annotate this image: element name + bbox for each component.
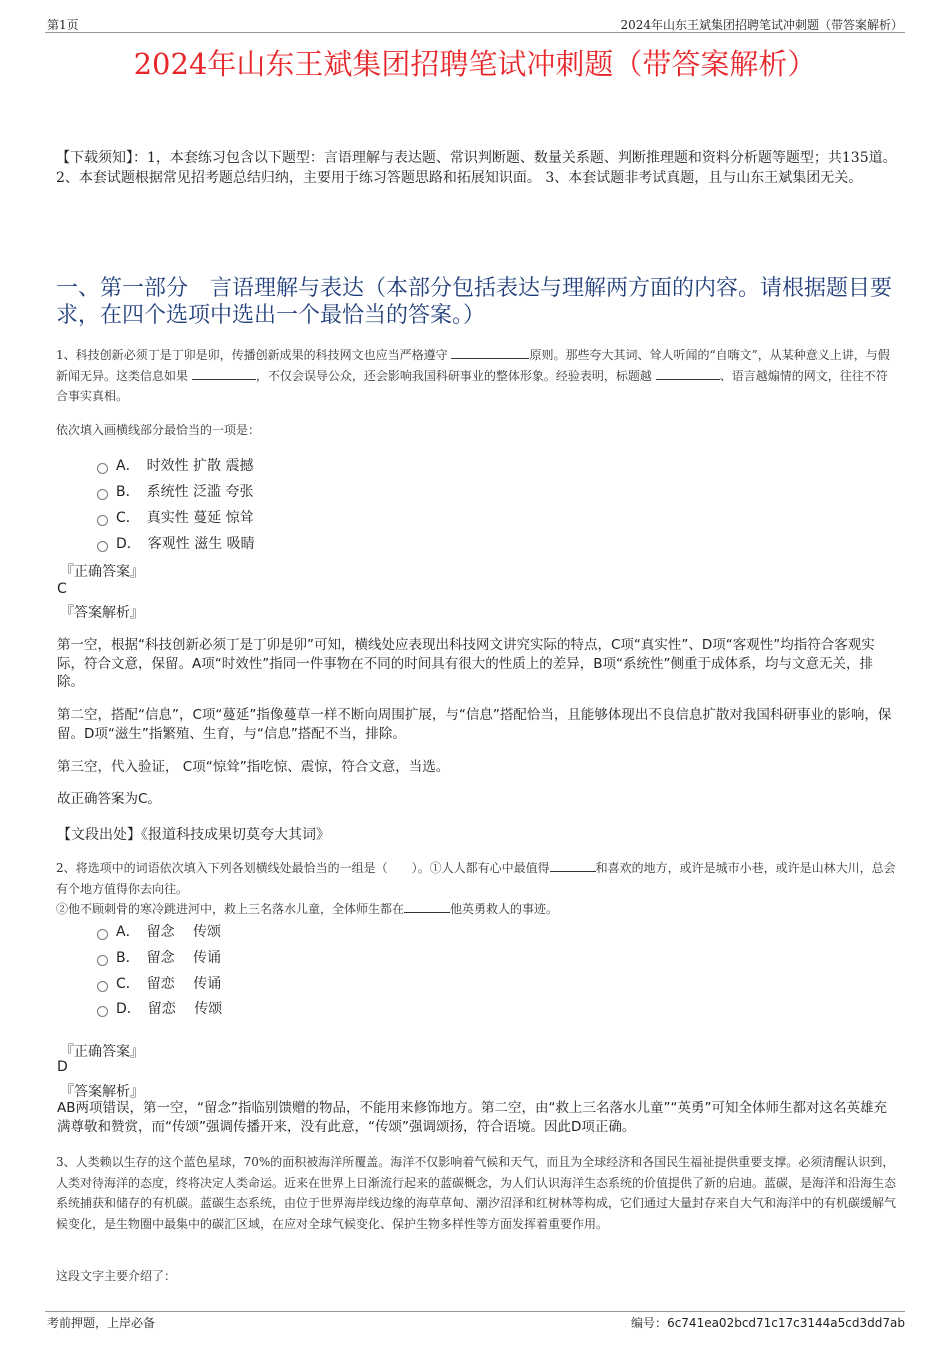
document-title: 2024年山东王斌集团招聘笔试冲刺题（带答案解析） — [133, 47, 817, 81]
document-code: 编号：6c741ea02bcd71c17c3144a5cd3dd7ab — [631, 1316, 905, 1330]
radio-icon[interactable] — [97, 1006, 108, 1017]
question-1-prompt: 依次填入画横线部分最恰当的一项是： — [56, 423, 261, 437]
question-3-prompt: 这段文字主要介绍了： — [56, 1269, 177, 1283]
radio-icon[interactable] — [97, 955, 108, 966]
footer-slogan: 考前押题，上岸必备 — [47, 1316, 156, 1330]
option-b[interactable]: B． 留念 传诵 — [97, 947, 221, 967]
section-heading: 一、第一部分 言语理解与表达（本部分包括表达与理解两方面的内容。请根据题目要求，在四个选项中选出一个最恰当的答案。） — [56, 276, 893, 328]
answer-value: C — [57, 581, 67, 597]
radio-icon[interactable] — [97, 515, 108, 526]
radio-icon[interactable] — [97, 541, 108, 552]
header-divider — [45, 32, 905, 33]
option-b[interactable]: B． 系统性 泛滥 夸张 — [97, 481, 254, 501]
option-a[interactable]: A． 时效性 扩散 震撼 — [97, 455, 253, 475]
option-c[interactable]: C． 留恋 传诵 — [97, 973, 221, 993]
answer-label: 『正确答案』 — [60, 1044, 144, 1060]
question-2-text: 2、将选项中的词语依次填入下列各划横线处最恰当的一组是（ ）。①人人都有心中最值得 和喜欢的地方，或许是城市小巷，或许是山林大川，总会有个地方值得你去向往。 ②他不顾刺骨的寒冷跳进河中，救上三名落水儿童，全体师生都在 他英勇救人的事迹。 — [56, 861, 896, 916]
source-citation: 【文段出处】《报道科技成果切莫夸大其词》 — [57, 827, 330, 843]
analysis-paragraph: 故正确答案为C。 — [57, 791, 161, 807]
radio-icon[interactable] — [97, 929, 108, 940]
analysis-paragraph: 第一空，根据“科技创新必须丁是丁卯是卯”可知，横线处应表现出科技网文讲究实际的特点，C项“真实性”、D项“客观性”均指符合客观实际，符合文意，保留。A项“时效性”指同一件事物在不同的时间具有很大的性质上的差异，B项“系统性”侧重于成体系，均与文意无关，排除。 — [57, 637, 875, 690]
analysis-paragraph: 第二空，搭配“信息”，C项“蔓延”指像蔓草一样不断向周围扩展，与“信息”搭配恰当，且能够体现出不良信息扩散对我国科研事业的影响，保留。D项“滋生”指繁殖、生育，与“信息”搭配不当，排除。 — [57, 707, 892, 742]
question-1-text: 1、科技创新必须丁是丁卯是卯，传播创新成果的科技网文也应当严格遵守 原则。那些夸大其词、耸人听闻的“自嗨文”，从某种意义上讲，与假新闻无异。这类信息如果 ，不仅会误导公众，还会影响我国科研事业的整体形象。经验表明，标题越 、语言越煽情的网文，往往不符合事实真相。 — [56, 348, 890, 403]
radio-icon[interactable] — [97, 981, 108, 992]
page-number: 第1页 — [47, 18, 79, 32]
radio-icon[interactable] — [97, 489, 108, 500]
answer-label: 『正确答案』 — [60, 564, 144, 580]
analysis-label: 『答案解析』 — [60, 605, 144, 621]
analysis-paragraph: 第三空，代入验证， C项“惊耸”指吃惊、震惊，符合文意，当选。 — [57, 759, 450, 775]
radio-icon[interactable] — [97, 463, 108, 474]
option-c[interactable]: C． 真实性 蔓延 惊耸 — [97, 507, 254, 527]
header-doc-title: 2024年山东王斌集团招聘笔试冲刺题（带答案解析） — [620, 18, 903, 32]
analysis-label: 『答案解析』 — [60, 1084, 144, 1100]
option-d[interactable]: D． 留恋 传颂 — [97, 998, 222, 1018]
option-d[interactable]: D． 客观性 滋生 吸睛 — [97, 533, 255, 553]
download-notice: 【下载须知】：1，本套练习包含以下题型：言语理解与表达题、常识判断题、数量关系题、判断推理题和资料分析题等题型；共135道。 2、本套试题根据常见招考题总结归纳，主要用于练习答题思路和拓展知识面。 3、本套试题非考试真题，且与山东王斌集团无关。 — [56, 150, 897, 186]
footer-divider — [45, 1311, 905, 1312]
answer-value: D — [57, 1059, 68, 1075]
analysis-paragraph: AB两项错误，第一空，“留念”指临别馈赠的物品，不能用来修饰地方。第二空，由“救上三名落水儿童”“英勇”可知全体师生都对这名英雄充满尊敬和赞赏，而“传颂”强调传播开来，没有此意，“传颂”强调颂扬，符合语境。因此D项正确。 — [57, 1100, 887, 1135]
question-3-text: 3、人类赖以生存的这个蓝色星球，70%的面积被海洋所覆盖。海洋不仅影响着气候和天气，而且为全球经济和各国民生福祉提供重要支撑。必须清醒认识到，人类对待海洋的态度，终将决定人类命运。近来在世界上日渐流行起来的蓝碳概念，为人们认识海洋生态系统的价值提供了新的启迪。蓝碳，是海洋和沿海生态系统捕获和储存的有机碳。蓝碳生态系统，由位于世界海岸线边缘的海草草甸、潮汐沼泽和红树林等构成，它们通过大量封存来自大气和海洋中的有机碳缓解气候变化，是生物圈中最集中的碳汇区域，在应对全球气候变化、保护生物多样性等方面发挥着重要作用。 — [56, 1155, 897, 1231]
option-a[interactable]: A． 留念 传颂 — [97, 921, 221, 941]
